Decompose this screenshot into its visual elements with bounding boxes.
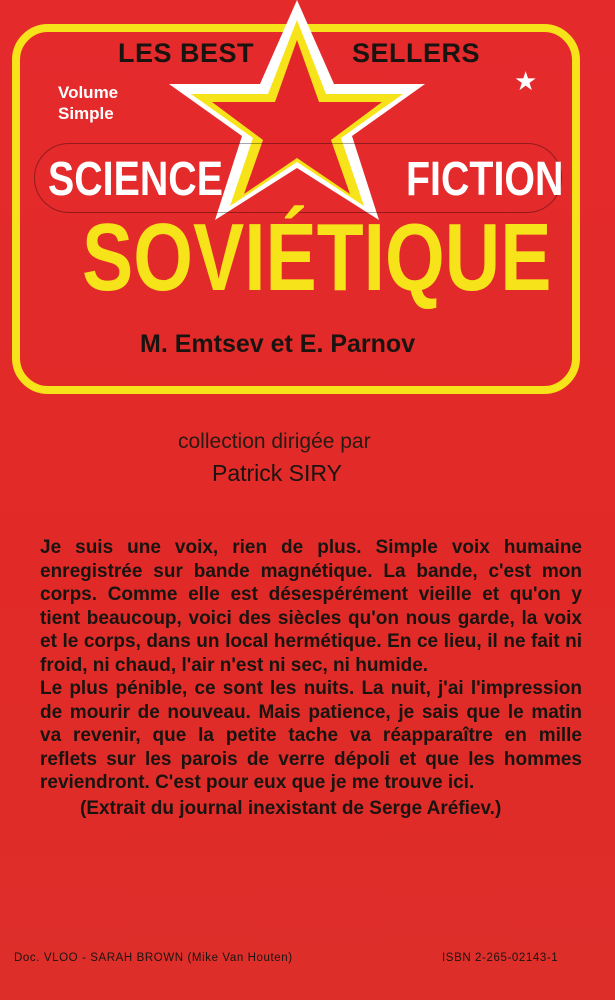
title-science: SCIENCE <box>48 153 223 206</box>
isbn: ISBN 2-265-02143-1 <box>442 952 559 964</box>
collection-label: collection dirigée par <box>178 430 371 453</box>
blurb-source: (Extrait du journal inexistant de Serge Aréfiev.) <box>80 798 502 819</box>
photo-credit: Doc. VLOO - SARAH BROWN (Mike Van Houten) <box>14 952 293 964</box>
title-fiction: FICTION <box>406 153 564 206</box>
blurb-paragraph-2: Le plus pénible, ce sont les nuits. La nuit, j'ai l'impression de mourir de nouveau. Mais patience, je sais que le matin va revenir, que la petite tache va réapparaître en mille reflets sur les parois de verre dépoli et que les hommes reviendront. C'est pour eux que je me trouve ici. <box>40 678 582 793</box>
authors: M. Emtsev et E. Parnov <box>140 330 416 358</box>
series-right-label: SELLERS <box>352 38 481 68</box>
small-white-star-icon: ★ <box>514 66 538 96</box>
series-left-label: LES BEST <box>118 38 255 68</box>
format-label: Volume Simple <box>58 83 119 123</box>
blurb-text <box>40 536 582 795</box>
collection-director: Patrick SIRY <box>212 460 342 486</box>
blurb-paragraph-1: Je suis une voix, rien de plus. Simple voix humaine enregistrée sur bande magnétique. La bande, c'est mon corps. Comme elle est désespérément vieille et qu'on y tient beaucoup, voici des siècles qu'on nous garde, la voix et le corps, dans un local hermétique. En ce lieu, il ne fait ni froid, ni chaud, l'air n'est ni sec, ni humide. <box>40 537 582 676</box>
title-sovietique: SOVIÉTIQUE <box>82 204 552 311</box>
